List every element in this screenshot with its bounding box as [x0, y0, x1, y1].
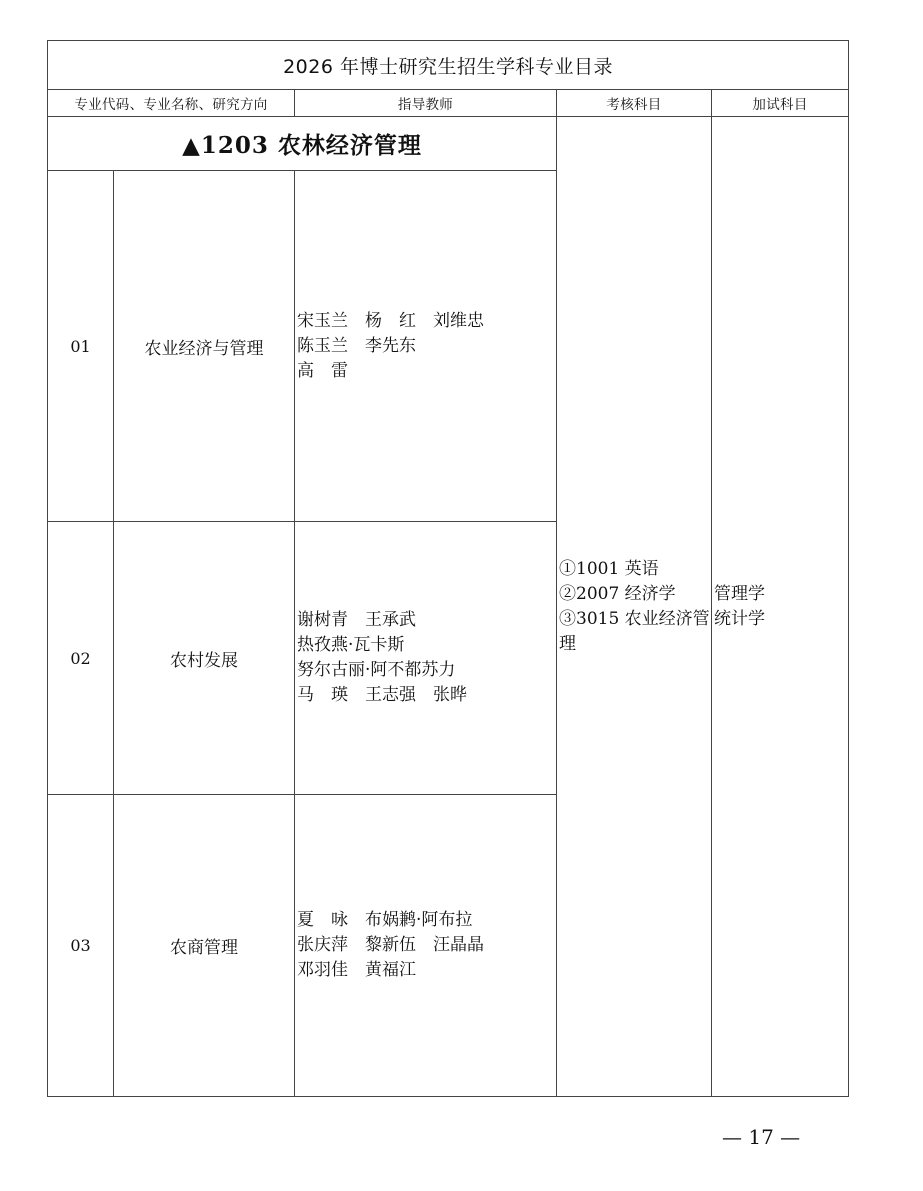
advisor-line: 努尔古丽·阿不都苏力 — [297, 660, 456, 680]
additional-subject-1: 管理学 — [714, 583, 765, 604]
exam-subjects-cell — [557, 117, 712, 1097]
additional-subjects-cell — [712, 117, 849, 1097]
direction-name: 农商管理 — [114, 795, 295, 1097]
advisor-list — [295, 795, 557, 1097]
document-title: 2026 年博士研究生招生学科专业目录 — [48, 41, 849, 90]
direction-name: 农村发展 — [114, 522, 295, 795]
direction-name: 农业经济与管理 — [114, 171, 295, 522]
catalog-table — [47, 40, 849, 1097]
exam-subject-2: ②2007 经济学 — [559, 583, 676, 604]
header-row — [48, 90, 849, 117]
advisor-list — [295, 171, 557, 522]
advisor-line: 张庆萍 黎新伍 汪晶晶 — [297, 935, 484, 955]
header-advisors: 指导教师 — [295, 90, 557, 117]
header-exam-subjects: 考核科目 — [557, 90, 712, 117]
advisor-line: 夏 咏 布娲鹣·阿布拉 — [297, 910, 473, 930]
advisor-list — [295, 522, 557, 795]
exam-subject-3: ③3015 农业经济管理 — [559, 608, 710, 654]
direction-code: 02 — [48, 522, 114, 795]
additional-subject-2: 统计学 — [714, 608, 765, 629]
title-row — [48, 41, 849, 90]
exam-subject-1: ①1001 英语 — [559, 558, 659, 579]
header-code-name-direction: 专业代码、专业名称、研究方向 — [48, 90, 295, 117]
advisor-line: 陈玉兰 李先东 — [297, 335, 416, 356]
page-number: — 17 — — [722, 1125, 801, 1149]
major-heading: ▲1203 农林经济管理 — [48, 117, 557, 171]
advisor-line: 高 雷 — [297, 360, 348, 381]
advisor-line: 热孜燕·瓦卡斯 — [297, 635, 405, 655]
advisor-line: 马 瑛 王志强 张晔 — [297, 685, 467, 705]
advisor-line: 宋玉兰 杨 红 刘维忠 — [297, 310, 484, 331]
advisor-line: 谢树青 王承武 — [297, 610, 416, 630]
direction-code: 03 — [48, 795, 114, 1097]
advisor-line: 邓羽佳 黄福江 — [297, 960, 416, 980]
direction-code: 01 — [48, 171, 114, 522]
header-additional-subjects: 加试科目 — [712, 90, 849, 117]
major-row — [48, 117, 849, 171]
